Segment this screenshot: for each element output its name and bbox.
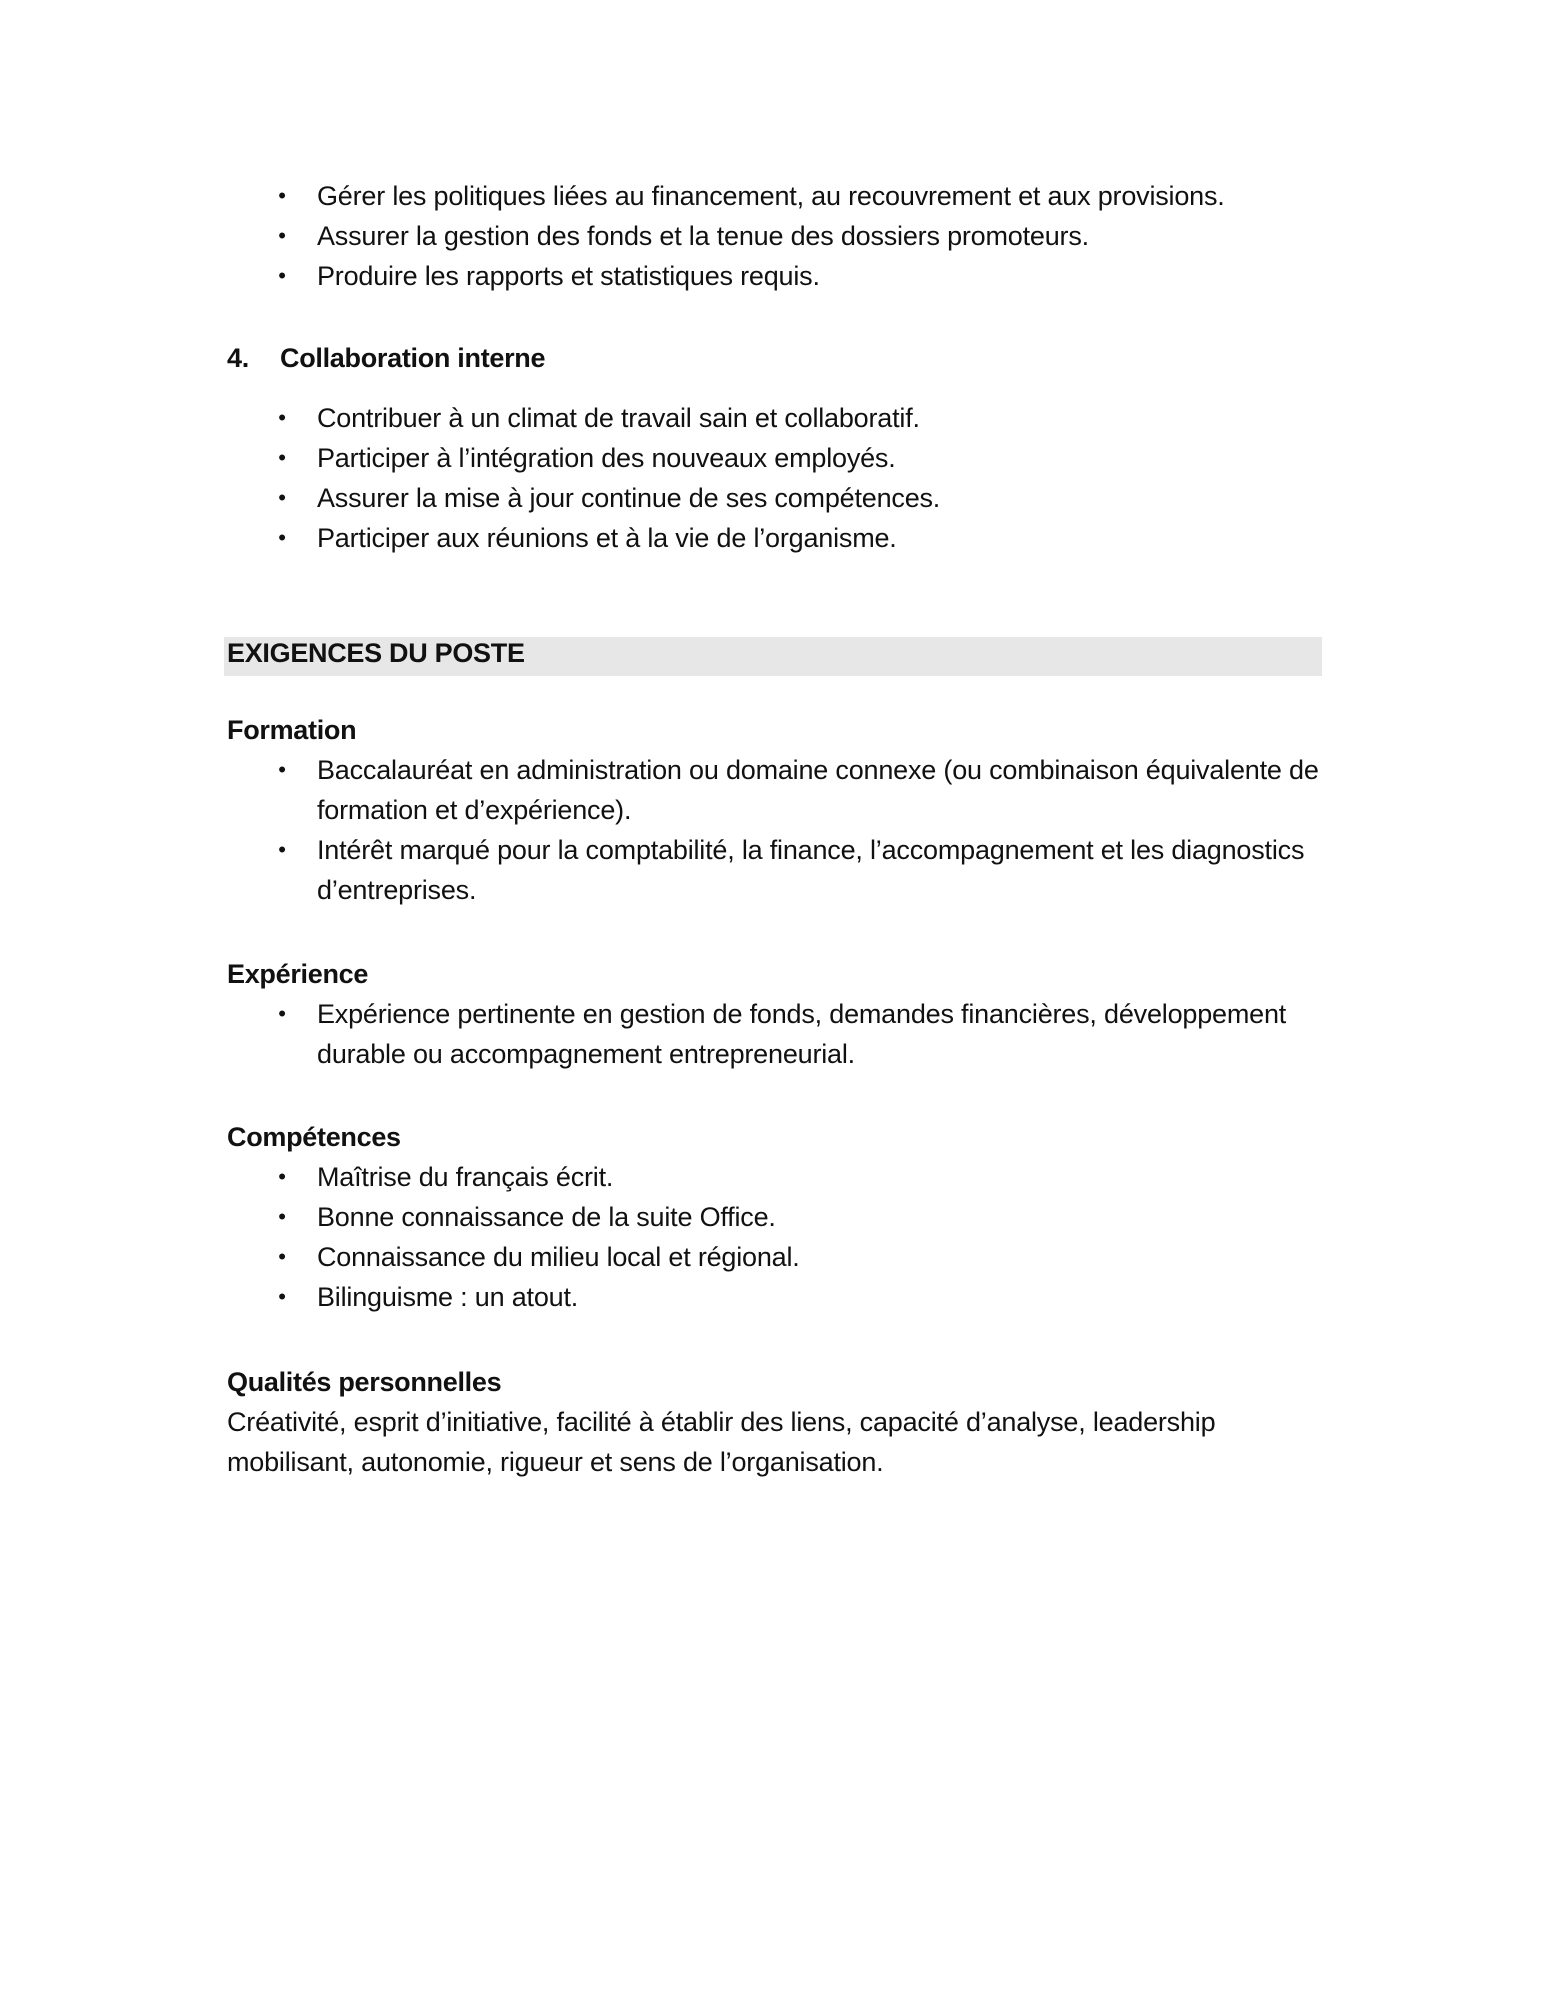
bullet-icon: • (278, 405, 286, 430)
subheading-competences: Compétences (227, 1122, 401, 1152)
list-item (0, 994, 1347, 1074)
bullet-icon: • (278, 1284, 286, 1309)
subheading-formation: Formation (227, 715, 357, 745)
list-item (0, 518, 1347, 558)
qualites-paragraph: Créativité, esprit d’initiative, facilité à établir des liens, capacité d’analyse, leadership mobilisant, autonomie, rigueur et sens de l’organisation. (227, 1407, 1216, 1477)
experience-bullet-list (0, 994, 1545, 1074)
list-item-text: Maîtrise du français écrit. (317, 1162, 614, 1192)
list-item-text: Bonne connaissance de la suite Office. (317, 1202, 776, 1232)
list-item-text: Baccalauréat en administration ou domaine connexe (ou combinaison équivalente de formation et d’expérience). (317, 755, 1319, 825)
list-item-text: Assurer la mise à jour continue de ses compétences. (317, 483, 941, 513)
bullet-icon: • (278, 485, 286, 510)
list-item-text: Assurer la gestion des fonds et la tenue des dossiers promoteurs. (317, 221, 1089, 251)
requirements-title: EXIGENCES DU POSTE (227, 638, 525, 668)
list-item-text: Contribuer à un climat de travail sain et collaboratif. (317, 403, 920, 433)
section-heading-collaboration (227, 338, 545, 378)
bullet-icon: • (278, 183, 286, 208)
list-item (0, 750, 1347, 830)
list-item-text: Intérêt marqué pour la comptabilité, la finance, l’accompagnement et les diagnostics d’entreprises. (317, 835, 1305, 905)
list-item-text: Participer à l’intégration des nouveaux employés. (317, 443, 896, 473)
collaboration-bullet-list (0, 398, 1545, 558)
list-item (0, 1277, 1347, 1317)
list-item-text: Produire les rapports et statistiques requis. (317, 261, 820, 291)
subheading-experience: Expérience (227, 959, 369, 989)
subheading-qualites: Qualités personnelles (227, 1367, 502, 1397)
requirements-header-band (224, 637, 1322, 676)
list-item (0, 438, 1347, 478)
bullet-icon: • (278, 837, 286, 862)
bullet-icon: • (278, 1244, 286, 1269)
list-item (0, 216, 1347, 256)
intro-bullet-list (0, 176, 1545, 296)
bullet-icon: • (278, 525, 286, 550)
list-item (0, 1237, 1347, 1277)
bullet-icon: • (278, 445, 286, 470)
bullet-icon: • (278, 223, 286, 248)
list-item-text: Bilinguisme : un atout. (317, 1282, 579, 1312)
list-item-text: Connaissance du milieu local et régional. (317, 1242, 800, 1272)
list-item (0, 398, 1347, 438)
bullet-icon: • (278, 1204, 286, 1229)
bullet-icon: • (278, 263, 286, 288)
list-item (0, 256, 1347, 296)
list-item-text: Expérience pertinente en gestion de fonds, demandes financières, développement durable ou accompagnement entrepreneurial. (317, 999, 1287, 1069)
section-number: 4. (227, 343, 249, 373)
bullet-icon: • (278, 1164, 286, 1189)
list-item (0, 830, 1347, 910)
formation-bullet-list (0, 750, 1545, 910)
list-item (0, 478, 1347, 518)
section-title: Collaboration interne (280, 343, 546, 373)
list-item-text: Participer aux réunions et à la vie de l’organisme. (317, 523, 897, 553)
bullet-icon: • (278, 1001, 286, 1026)
list-item (0, 176, 1347, 216)
list-item-text: Gérer les politiques liées au financement, au recouvrement et aux provisions. (317, 181, 1225, 211)
competences-bullet-list (0, 1157, 1545, 1317)
bullet-icon: • (278, 757, 286, 782)
list-item (0, 1157, 1347, 1197)
list-item (0, 1197, 1347, 1237)
